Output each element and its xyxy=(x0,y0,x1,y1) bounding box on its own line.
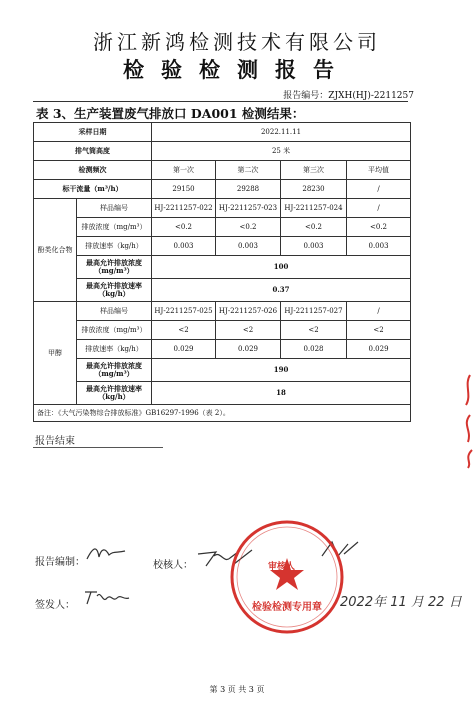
rate-label: 排放速率（kg/h） xyxy=(77,340,152,359)
pollutant-name: 甲醇 xyxy=(34,302,77,405)
sample-cell: HJ-2211257-025 xyxy=(152,302,216,321)
table-row xyxy=(34,359,411,382)
rate-cell: 0.003 xyxy=(281,237,347,256)
reviewed-by-label: 校核人： xyxy=(153,560,193,571)
approval-date: 2022年 11 月 22 日 xyxy=(340,595,462,610)
max-rate-value: 0.37 xyxy=(152,279,411,302)
concentration-cell: <0.2 xyxy=(347,218,411,237)
rate-cell: 0.029 xyxy=(152,340,216,359)
concentration-cell: <0.2 xyxy=(152,218,216,237)
flow-cell: 28230 xyxy=(281,180,347,199)
company-name: 浙江新鸿检测技术有限公司 xyxy=(93,30,381,54)
rate-cell: 0.003 xyxy=(216,237,281,256)
report-title: 检验检测报告 xyxy=(123,57,351,82)
concentration-cell: <2 xyxy=(216,321,281,340)
rate-cell: 0.003 xyxy=(152,237,216,256)
table-row xyxy=(34,180,411,199)
flow-cell: 29150 xyxy=(152,180,216,199)
concentration-cell: <2 xyxy=(347,321,411,340)
max-rate-label: 最高允许排放速率（kg/h） xyxy=(77,382,152,405)
concentration-cell: <0.2 xyxy=(281,218,347,237)
table-row xyxy=(34,123,411,142)
sample-cell: HJ-2211257-027 xyxy=(281,302,347,321)
concentration-cell: <2 xyxy=(281,321,347,340)
table-row xyxy=(34,237,411,256)
frequency-label: 检测频次 xyxy=(34,161,152,180)
prepared-by-signature xyxy=(85,543,130,565)
sample-label: 样品编号 xyxy=(77,199,152,218)
max-rate-label: 最高允许排放速率（kg/h） xyxy=(77,279,152,302)
table-row xyxy=(34,279,411,302)
table-note: 备注：《大气污染物综合排放标准》GB16297-1996（表 2）。 xyxy=(34,405,411,422)
divider xyxy=(33,447,163,448)
table-row xyxy=(34,199,411,218)
report-number: 报告编号：ZJXH(HJ)-2211257 xyxy=(283,91,414,101)
concentration-label: 排放浓度（mg/m³） xyxy=(77,321,152,340)
seal-reviewer-label: 审核人 xyxy=(268,562,296,572)
sample-cell: / xyxy=(347,302,411,321)
rate-cell: 0.028 xyxy=(281,340,347,359)
page-number: 第 3 页 共 3 页 xyxy=(209,685,265,694)
max-concentration-value: 100 xyxy=(152,256,411,279)
approved-by-signature xyxy=(83,586,131,608)
pollutant-name: 酚类化合物 xyxy=(34,199,77,302)
stack-height-value: 25 米 xyxy=(152,142,411,161)
rate-cell: 0.003 xyxy=(347,237,411,256)
rate-cell: 0.029 xyxy=(216,340,281,359)
rate-label: 排放速率（kg/h） xyxy=(77,237,152,256)
table-row xyxy=(34,382,411,405)
table-row xyxy=(34,340,411,359)
max-concentration-value: 190 xyxy=(152,359,411,382)
official-seal-icon xyxy=(228,518,346,636)
stack-height-label: 排气筒高度 xyxy=(34,142,152,161)
concentration-label: 排放浓度（mg/m³） xyxy=(77,218,152,237)
concentration-cell: <0.2 xyxy=(216,218,281,237)
sample-cell: HJ-2211257-022 xyxy=(152,199,216,218)
table-row xyxy=(34,161,411,180)
sampling-date-label: 采样日期 xyxy=(34,123,152,142)
flow-label: 标干流量（m³/h） xyxy=(34,180,152,199)
table-row xyxy=(34,321,411,340)
table-row xyxy=(34,256,411,279)
max-concentration-label: 最高允许排放浓度（mg/m³） xyxy=(77,256,152,279)
sample-cell: HJ-2211257-024 xyxy=(281,199,347,218)
sample-cell: HJ-2211257-026 xyxy=(216,302,281,321)
table-title: 表 3、生产装置废气排放口 DA001 检测结果： xyxy=(36,106,305,121)
report-end-label: 报告结束 xyxy=(35,436,75,447)
frequency-cell: 第二次 xyxy=(216,161,281,180)
sampling-date-value: 2022.11.11 xyxy=(152,123,411,142)
frequency-cell: 第一次 xyxy=(152,161,216,180)
frequency-cell: 第三次 xyxy=(281,161,347,180)
rate-cell: 0.029 xyxy=(347,340,411,359)
prepared-by-label: 报告编制： xyxy=(35,557,85,568)
frequency-cell: 平均值 xyxy=(347,161,411,180)
table-row xyxy=(34,218,411,237)
concentration-cell: <2 xyxy=(152,321,216,340)
flow-cell: 29288 xyxy=(216,180,281,199)
approved-by-label: 签发人： xyxy=(35,600,75,611)
sample-cell: HJ-2211257-023 xyxy=(216,199,281,218)
table-row xyxy=(34,142,411,161)
svg-text:检验检测专用章: 检验检测专用章 xyxy=(252,602,322,613)
table-row xyxy=(34,302,411,321)
sample-label: 样品编号 xyxy=(77,302,152,321)
edge-stamp-icon xyxy=(460,370,474,470)
results-table xyxy=(33,122,411,422)
sample-cell: / xyxy=(347,199,411,218)
table-row xyxy=(34,405,411,422)
max-rate-value: 18 xyxy=(152,382,411,405)
max-concentration-label: 最高允许排放浓度（mg/m³） xyxy=(77,359,152,382)
flow-cell: / xyxy=(347,180,411,199)
divider xyxy=(33,101,408,102)
